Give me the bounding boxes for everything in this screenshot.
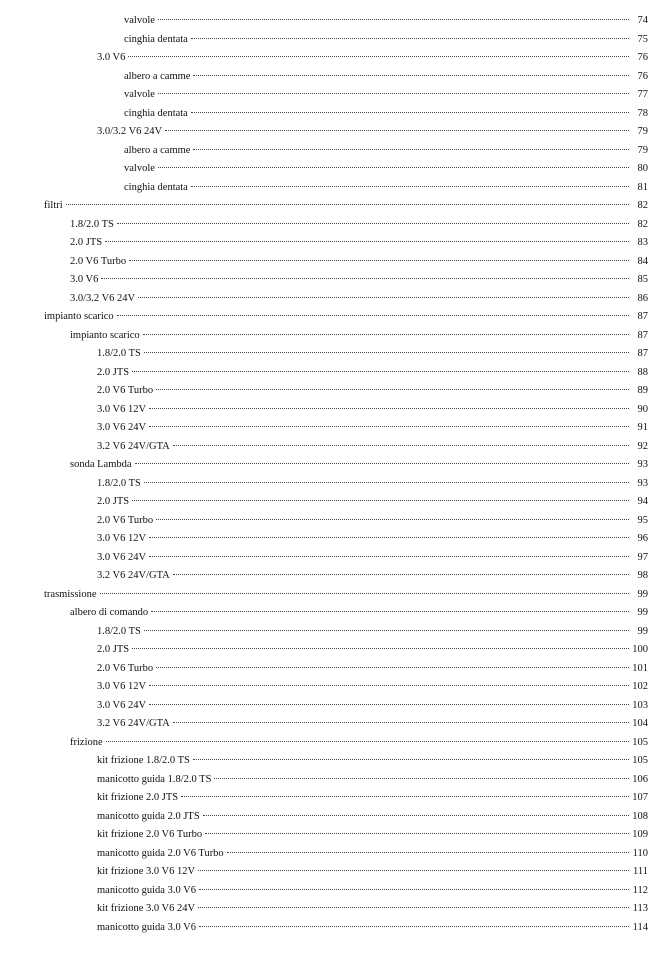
dot-leader	[149, 685, 629, 686]
dot-leader	[199, 889, 629, 890]
toc-entry-label: 3.0 V6	[70, 274, 99, 285]
toc-entry-label: 2.0 JTS	[70, 237, 103, 248]
toc-entry[interactable]	[0, 789, 664, 808]
toc-entry[interactable]	[0, 623, 664, 642]
toc-entry[interactable]	[0, 900, 664, 919]
dot-leader	[173, 722, 629, 723]
toc-entry-label: frizione	[70, 736, 103, 748]
dot-leader	[165, 130, 629, 131]
toc-entry-label: kit frizione 1.8/2.0 TS	[97, 755, 190, 766]
dot-leader	[199, 926, 629, 927]
toc-entry[interactable]	[0, 345, 664, 364]
dot-leader	[106, 741, 629, 742]
toc-entry[interactable]	[0, 12, 664, 31]
toc-entry-label: cinghia dentata	[124, 107, 188, 119]
dot-leader	[138, 297, 629, 298]
toc-entry[interactable]	[0, 493, 664, 512]
toc-entry[interactable]	[0, 197, 664, 216]
toc-entry-label: albero a camme	[124, 144, 191, 156]
toc-entry-label: kit frizione 2.0 V6 Turbo	[97, 829, 203, 840]
toc-entry[interactable]	[0, 160, 664, 179]
toc-entry-label: 3.0/3.2 V6 24V	[70, 292, 136, 304]
dot-leader	[135, 463, 629, 464]
toc-entry-label: 2.0 V6 Turbo	[97, 514, 154, 526]
toc-entry-page-number: 110	[632, 847, 648, 859]
toc-entry[interactable]	[0, 734, 664, 753]
toc-entry-page-number: 87	[637, 311, 648, 322]
toc-entry-page-number: 99	[637, 625, 648, 637]
toc-entry-page-number: 88	[637, 366, 648, 378]
toc-entry-page-number: 101	[632, 662, 648, 674]
toc-entry-page-number: 87	[637, 329, 648, 341]
toc-entry-page-number: 90	[637, 403, 648, 415]
toc-entry-page-number: 83	[637, 237, 648, 248]
dot-leader	[173, 445, 629, 446]
dot-leader	[205, 833, 629, 834]
toc-entry-page-number: 104	[632, 718, 648, 729]
toc-entry-label: 1.8/2.0 TS	[97, 625, 141, 637]
toc-entry[interactable]	[0, 641, 664, 660]
toc-entry[interactable]	[0, 678, 664, 697]
toc-entry-page-number: 82	[637, 200, 648, 211]
toc-entry[interactable]	[0, 826, 664, 845]
toc-entry-page-number: 98	[637, 570, 648, 581]
toc-entry[interactable]	[0, 216, 664, 235]
toc-entry-page-number: 80	[637, 163, 648, 174]
dot-leader	[193, 759, 629, 760]
toc-entry[interactable]	[0, 475, 664, 494]
toc-entry-label: 1.8/2.0 TS	[97, 348, 141, 359]
dot-leader	[156, 519, 629, 520]
toc-entry-label: impianto scarico	[70, 329, 140, 341]
dot-leader	[203, 815, 629, 816]
dot-leader	[149, 408, 629, 409]
toc-entry-page-number: 92	[637, 440, 648, 452]
toc-entry-label: 1.8/2.0 TS	[97, 477, 141, 489]
toc-entry-page-number: 75	[637, 33, 648, 45]
toc-entry-label: 2.0 JTS	[97, 644, 130, 655]
dot-leader	[173, 574, 629, 575]
toc-entry-page-number: 77	[637, 89, 648, 100]
dot-leader	[158, 167, 629, 168]
dot-leader	[158, 93, 629, 94]
toc-entry-page-number: 81	[637, 181, 648, 193]
toc-entry-page-number: 78	[637, 107, 648, 119]
toc-entry[interactable]	[0, 253, 664, 272]
dot-leader	[144, 630, 629, 631]
dot-leader	[193, 149, 629, 150]
dot-leader	[149, 426, 629, 427]
toc-entry-page-number: 76	[637, 52, 648, 63]
toc-entry-page-number: 103	[632, 699, 648, 711]
dot-leader	[105, 241, 629, 242]
dot-leader	[227, 852, 629, 853]
dot-leader	[128, 56, 629, 57]
toc-entry[interactable]	[0, 660, 664, 679]
toc-entry[interactable]	[0, 31, 664, 50]
toc-entry-page-number: 76	[637, 70, 648, 82]
toc-entry[interactable]	[0, 771, 664, 790]
toc-entry-label: kit frizione 3.0 V6 12V	[97, 866, 196, 877]
toc-entry[interactable]	[0, 882, 664, 901]
toc-entry-page-number: 93	[637, 477, 648, 489]
toc-entry-label: 3.0 V6 24V	[97, 551, 147, 563]
toc-entry-label: 2.0 JTS	[97, 366, 130, 378]
toc-entry-label: manicotto guida 2.0 JTS	[97, 810, 200, 822]
dot-leader	[117, 315, 629, 316]
toc-entry-label: manicotto guida 3.0 V6	[97, 921, 196, 933]
toc-entry[interactable]	[0, 604, 664, 623]
toc-entry-page-number: 95	[637, 514, 648, 526]
toc-entry-page-number: 94	[637, 496, 648, 507]
toc-entry[interactable]	[0, 549, 664, 568]
toc-entry[interactable]	[0, 530, 664, 549]
toc-entry-label: 3.2 V6 24V/GTA	[97, 440, 170, 452]
toc-entry-page-number: 105	[632, 755, 648, 766]
toc-entry[interactable]	[0, 86, 664, 105]
toc-entry[interactable]	[0, 401, 664, 420]
toc-entry-page-number: 97	[637, 551, 648, 563]
toc-entry-page-number: 99	[637, 588, 648, 600]
toc-entry[interactable]	[0, 567, 664, 586]
dot-leader	[144, 482, 629, 483]
dot-leader	[129, 260, 629, 261]
toc-entry-page-number: 93	[637, 459, 648, 470]
toc-entry-page-number: 89	[637, 385, 648, 396]
toc-entry[interactable]	[0, 512, 664, 531]
toc-entry[interactable]	[0, 68, 664, 87]
toc-entry-label: 3.0 V6 24V	[97, 699, 147, 711]
toc-entry-page-number: 106	[632, 773, 648, 785]
toc-entry[interactable]	[0, 179, 664, 198]
toc-entry[interactable]	[0, 327, 664, 346]
toc-entry-page-number: 74	[637, 15, 648, 26]
toc-entry-label: albero di comando	[70, 607, 149, 618]
toc-entry-label: 3.0/3.2 V6 24V	[97, 126, 163, 137]
dot-leader	[181, 796, 629, 797]
toc-entry-page-number: 99	[637, 607, 648, 618]
toc-entry-label: 2.0 V6 Turbo	[97, 385, 154, 396]
toc-entry-page-number: 108	[632, 810, 648, 822]
toc-entry[interactable]	[0, 715, 664, 734]
toc-entry-label: 2.0 V6 Turbo	[97, 662, 154, 674]
dot-leader	[100, 593, 630, 594]
table-of-contents	[0, 12, 664, 937]
dot-leader	[101, 278, 629, 279]
toc-entry-page-number: 109	[632, 829, 648, 840]
dot-leader	[151, 611, 629, 612]
toc-entry[interactable]	[0, 586, 664, 605]
dot-leader	[214, 778, 629, 779]
dot-leader	[191, 186, 629, 187]
toc-entry-label: manicotto guida 2.0 V6 Turbo	[97, 847, 224, 859]
toc-entry-label: 3.2 V6 24V/GTA	[97, 570, 170, 581]
dot-leader	[149, 537, 629, 538]
toc-entry-label: filtri	[44, 200, 63, 211]
toc-entry[interactable]	[0, 49, 664, 68]
toc-entry[interactable]	[0, 919, 664, 938]
toc-entry-label: trasmissione	[44, 588, 97, 600]
dot-leader	[158, 19, 629, 20]
toc-entry-label: cinghia dentata	[124, 181, 188, 193]
toc-entry-label: impianto scarico	[44, 311, 114, 322]
dot-leader	[149, 556, 629, 557]
dot-leader	[198, 907, 629, 908]
toc-entry-page-number: 85	[637, 274, 648, 285]
toc-entry-label: 2.0 JTS	[97, 496, 130, 507]
toc-entry[interactable]	[0, 105, 664, 124]
toc-entry-label: valvole	[124, 89, 155, 100]
toc-entry[interactable]	[0, 234, 664, 253]
toc-entry[interactable]	[0, 752, 664, 771]
toc-entry-label: valvole	[124, 163, 155, 174]
dot-leader	[143, 334, 629, 335]
toc-entry-page-number: 82	[637, 218, 648, 230]
toc-entry-page-number: 100	[632, 644, 648, 655]
toc-entry-page-number: 87	[637, 348, 648, 359]
toc-entry-page-number: 102	[632, 681, 648, 692]
toc-entry-label: manicotto guida 1.8/2.0 TS	[97, 773, 212, 785]
toc-entry-page-number: 91	[637, 422, 648, 433]
toc-entry-label: kit frizione 3.0 V6 24V	[97, 903, 196, 914]
toc-entry-label: 3.0 V6 12V	[97, 533, 147, 544]
dot-leader	[191, 112, 629, 113]
toc-entry[interactable]	[0, 271, 664, 290]
toc-entry-label: 3.0 V6 12V	[97, 403, 147, 415]
toc-entry[interactable]	[0, 290, 664, 309]
toc-entry-page-number: 114	[632, 921, 648, 933]
dot-leader	[132, 371, 629, 372]
dot-leader	[156, 667, 629, 668]
dot-leader	[149, 704, 629, 705]
toc-entry-page-number: 112	[632, 884, 648, 896]
toc-entry-label: sonda Lambda	[70, 459, 132, 470]
toc-entry-label: manicotto guida 3.0 V6	[97, 884, 196, 896]
toc-entry-page-number: 79	[637, 144, 648, 156]
toc-entry-label: 3.0 V6 24V	[97, 422, 147, 433]
dot-leader	[193, 75, 629, 76]
toc-entry-label: 3.0 V6 12V	[97, 681, 147, 692]
toc-entry[interactable]	[0, 382, 664, 401]
toc-entry-label: 3.2 V6 24V/GTA	[97, 718, 170, 729]
toc-entry-label: valvole	[124, 15, 155, 26]
toc-entry[interactable]	[0, 142, 664, 161]
toc-entry[interactable]	[0, 419, 664, 438]
toc-entry-label: albero a camme	[124, 70, 191, 82]
toc-entry-page-number: 111	[633, 866, 648, 877]
dot-leader	[144, 352, 629, 353]
toc-entry[interactable]	[0, 438, 664, 457]
toc-entry-page-number: 105	[632, 736, 648, 748]
toc-entry-page-number: 86	[637, 292, 648, 304]
toc-entry[interactable]	[0, 697, 664, 716]
toc-entry[interactable]	[0, 364, 664, 383]
toc-entry-page-number: 113	[632, 903, 648, 914]
dot-leader	[117, 223, 629, 224]
dot-leader	[191, 38, 629, 39]
toc-entry-page-number: 96	[637, 533, 648, 544]
dot-leader	[132, 648, 629, 649]
toc-entry[interactable]	[0, 308, 664, 327]
toc-entry-label: 3.0 V6	[97, 52, 126, 63]
toc-entry-page-number: 84	[637, 255, 648, 267]
toc-entry[interactable]	[0, 456, 664, 475]
dot-leader	[156, 389, 629, 390]
dot-leader	[198, 870, 629, 871]
toc-entry[interactable]	[0, 863, 664, 882]
toc-entry-label: cinghia dentata	[124, 33, 188, 45]
toc-entry-page-number: 107	[632, 792, 648, 803]
toc-entry-label: 1.8/2.0 TS	[70, 218, 114, 230]
toc-entry-label: kit frizione 2.0 JTS	[97, 792, 179, 803]
dot-leader	[66, 204, 629, 205]
toc-entry[interactable]	[0, 808, 664, 827]
dot-leader	[132, 500, 629, 501]
toc-entry[interactable]	[0, 123, 664, 142]
toc-entry-label: 2.0 V6 Turbo	[70, 255, 127, 267]
toc-entry-page-number: 79	[637, 126, 648, 137]
toc-entry[interactable]	[0, 845, 664, 864]
